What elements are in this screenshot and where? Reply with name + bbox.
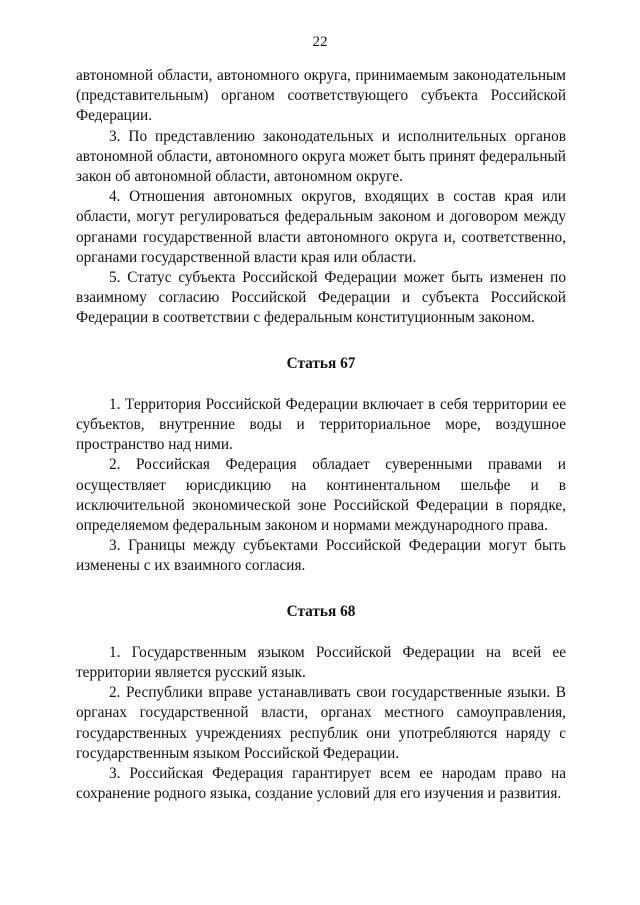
article-68-paragraph-1: 1. Государственным языком Российской Федерации на всей ее территории является русский язык. xyxy=(76,643,566,682)
paragraph-4: 4. Отношения автономных округов, входящих в состав края или области, могут регулироваться федеральным законом и договором между органами государственной власти автономного округа и, соответственно, органами государственной власти края или области. xyxy=(76,188,566,266)
article-67-paragraph-2: 2. Российская Федерация обладает суверенными правами и осуществляет юрисдикцию на континентальном шельфе и в исключительной экономической зоне Российской Федерации в порядке, определяемом федеральным законом и нормами международного права. xyxy=(76,456,566,535)
article-68-heading: Статья 68 xyxy=(286,602,356,620)
continuation-paragraph: автономной области, автономного округа, принимаемым законодательным (представительным) органом соответствующего субъекта Российской Федерации. xyxy=(76,67,566,125)
article-67-paragraph-1: 1. Территория Российской Федерации включает в себя территории ее субъектов, внутренние воды и территориальное море, воздушное пространство над ними. xyxy=(76,395,566,454)
article-68-paragraph-3: 3. Российская Федерация гарантирует всем ее народам право на сохранение родного языка, создание условий для его изучения и развития. xyxy=(76,765,566,803)
article-68-paragraph-2: 2. Республики вправе устанавливать свои государственные языки. В органах государственной власти, органах местного самоуправления, государственных учреждениях республик они употребляются наряду с государственным языком Российской Федерации. xyxy=(76,684,566,762)
page-number: 22 xyxy=(312,34,328,50)
article-67-heading: Статья 67 xyxy=(286,354,356,372)
article-67-paragraph-3: 3. Границы между субъектами Российской Федерации могут быть изменены с их взаимного согласия. xyxy=(76,537,566,575)
document-body xyxy=(76,66,566,805)
paragraph-5: 5. Статус субъекта Российской Федерации может быть изменен по взаимному согласию Российской Федерации и субъекта Российской Федерации в соответствии с федеральным конституционным законом. xyxy=(76,269,566,327)
paragraph-3: 3. По представлению законодательных и исполнительных органов автономной области, автономного округа может быть принят федеральный закон об автономной области, автономном округе. xyxy=(76,127,566,186)
